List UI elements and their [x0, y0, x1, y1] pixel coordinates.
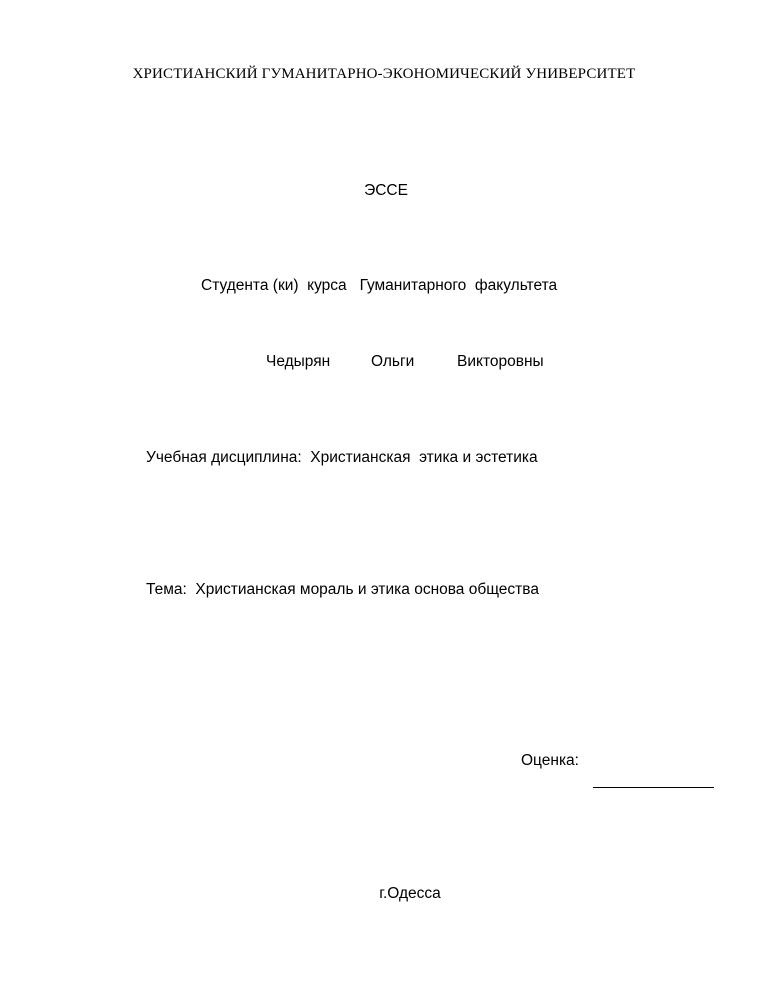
- student-patronymic: Викторовны: [457, 353, 544, 370]
- discipline-line: Учебная дисциплина: Христианская этика и эстетика: [146, 449, 538, 466]
- grade-blank-line: [593, 787, 714, 788]
- topic-line: Тема: Христианская мораль и этика основа общества: [146, 581, 539, 598]
- document-type: ЭССЕ: [364, 182, 408, 199]
- university-name: ХРИСТИАНСКИЙ ГУМАНИТАРНО-ЭКОНОМИЧЕСКИЙ УНИВЕРСИТЕТ: [132, 66, 636, 82]
- grade-label: Оценка:: [521, 752, 579, 769]
- student-course-faculty: Студента (ки) курса Гуманитарного факультета: [201, 277, 558, 294]
- student-first-name: Ольги: [371, 353, 415, 370]
- student-last-name: Чедырян: [266, 353, 331, 370]
- city: г.Одесса: [379, 885, 441, 902]
